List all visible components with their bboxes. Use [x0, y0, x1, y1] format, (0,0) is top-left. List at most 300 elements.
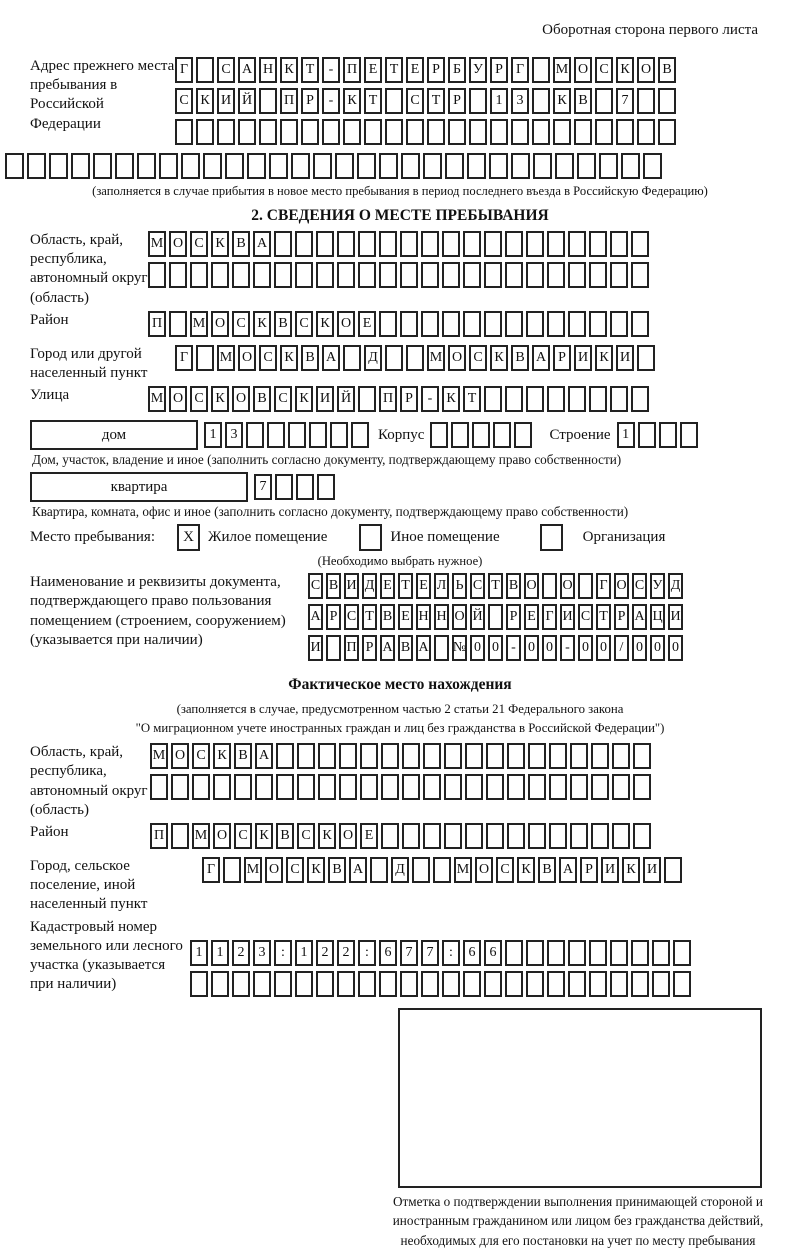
- char-box[interactable]: -: [322, 57, 340, 83]
- char-box[interactable]: Е: [364, 57, 382, 83]
- char-box[interactable]: В: [398, 635, 413, 661]
- char-box[interactable]: [612, 774, 630, 800]
- char-box[interactable]: Е: [358, 311, 376, 337]
- char-box[interactable]: [589, 386, 607, 412]
- char-box[interactable]: [196, 119, 214, 145]
- char-box[interactable]: А: [559, 857, 577, 883]
- char-box[interactable]: М: [244, 857, 262, 883]
- char-box[interactable]: [591, 823, 609, 849]
- char-box[interactable]: П: [148, 311, 166, 337]
- char-box[interactable]: [568, 231, 586, 257]
- char-box[interactable]: [507, 743, 525, 769]
- char-box[interactable]: [621, 153, 640, 179]
- char-box[interactable]: [577, 153, 596, 179]
- char-box[interactable]: Н: [434, 604, 449, 630]
- char-box[interactable]: [412, 857, 430, 883]
- char-box[interactable]: С: [190, 231, 208, 257]
- char-box[interactable]: [472, 422, 490, 448]
- fact-gorod-row[interactable]: [202, 857, 685, 884]
- char-box[interactable]: О: [213, 823, 231, 849]
- char-box[interactable]: [451, 422, 469, 448]
- char-box[interactable]: П: [343, 57, 361, 83]
- char-box[interactable]: [238, 119, 256, 145]
- char-box[interactable]: Т: [463, 386, 481, 412]
- char-box[interactable]: К: [211, 231, 229, 257]
- char-box[interactable]: [673, 940, 691, 966]
- char-box[interactable]: [434, 635, 449, 661]
- char-box[interactable]: [568, 262, 586, 288]
- char-box[interactable]: В: [276, 823, 294, 849]
- char-box[interactable]: 7: [400, 940, 418, 966]
- char-box[interactable]: [505, 311, 523, 337]
- char-box[interactable]: С: [406, 88, 424, 114]
- char-box[interactable]: У: [650, 573, 665, 599]
- char-box[interactable]: -: [560, 635, 575, 661]
- char-box[interactable]: [291, 153, 310, 179]
- char-box[interactable]: Е: [416, 573, 431, 599]
- char-box[interactable]: [213, 774, 231, 800]
- char-box[interactable]: 1: [490, 88, 508, 114]
- char-box[interactable]: [400, 971, 418, 997]
- char-box[interactable]: [402, 774, 420, 800]
- char-box[interactable]: 0: [668, 635, 683, 661]
- char-box[interactable]: И: [344, 573, 359, 599]
- stroenie-cells[interactable]: [617, 422, 701, 449]
- char-box[interactable]: 0: [578, 635, 593, 661]
- char-box[interactable]: [259, 119, 277, 145]
- char-box[interactable]: И: [560, 604, 575, 630]
- char-box[interactable]: С: [578, 604, 593, 630]
- char-box[interactable]: 0: [524, 635, 539, 661]
- char-box[interactable]: [253, 262, 271, 288]
- char-box[interactable]: 0: [650, 635, 665, 661]
- char-box[interactable]: 3: [253, 940, 271, 966]
- char-box[interactable]: [633, 823, 651, 849]
- char-box[interactable]: [631, 386, 649, 412]
- char-box[interactable]: К: [280, 345, 298, 371]
- char-box[interactable]: [484, 311, 502, 337]
- char-box[interactable]: [274, 231, 292, 257]
- char-box[interactable]: [148, 262, 166, 288]
- char-box[interactable]: Д: [362, 573, 377, 599]
- char-box[interactable]: [570, 774, 588, 800]
- char-box[interactable]: [406, 119, 424, 145]
- char-box[interactable]: С: [217, 57, 235, 83]
- char-box[interactable]: [570, 743, 588, 769]
- raion-row[interactable]: [148, 311, 652, 338]
- char-box[interactable]: [259, 88, 277, 114]
- fact-oblast-row-1[interactable]: [150, 743, 654, 770]
- char-box[interactable]: [643, 153, 662, 179]
- char-box[interactable]: В: [232, 231, 250, 257]
- char-box[interactable]: [610, 311, 628, 337]
- char-box[interactable]: А: [632, 604, 647, 630]
- char-box[interactable]: [423, 743, 441, 769]
- char-box[interactable]: [511, 119, 529, 145]
- char-box[interactable]: К: [616, 57, 634, 83]
- char-box[interactable]: Р: [580, 857, 598, 883]
- char-box[interactable]: Е: [406, 57, 424, 83]
- char-box[interactable]: А: [255, 743, 273, 769]
- char-box[interactable]: Т: [427, 88, 445, 114]
- char-box[interactable]: [463, 231, 481, 257]
- char-box[interactable]: [549, 774, 567, 800]
- kadastr-row-1[interactable]: [190, 940, 694, 967]
- char-box[interactable]: [269, 153, 288, 179]
- char-box[interactable]: 1: [617, 422, 635, 448]
- char-box[interactable]: 0: [632, 635, 647, 661]
- char-box[interactable]: [578, 573, 593, 599]
- char-box[interactable]: 0: [488, 635, 503, 661]
- char-box[interactable]: [526, 231, 544, 257]
- char-box[interactable]: С: [175, 88, 193, 114]
- prev-address-row-2[interactable]: [175, 88, 679, 115]
- char-box[interactable]: Б: [448, 57, 466, 83]
- char-box[interactable]: С: [234, 823, 252, 849]
- char-box[interactable]: С: [632, 573, 647, 599]
- char-box[interactable]: Й: [470, 604, 485, 630]
- char-box[interactable]: [358, 231, 376, 257]
- char-box[interactable]: [423, 774, 441, 800]
- char-box[interactable]: М: [148, 386, 166, 412]
- char-box[interactable]: О: [169, 231, 187, 257]
- char-box[interactable]: /: [614, 635, 629, 661]
- char-box[interactable]: Ц: [650, 604, 665, 630]
- char-box[interactable]: Й: [238, 88, 256, 114]
- char-box[interactable]: 2: [337, 940, 355, 966]
- char-box[interactable]: [555, 153, 574, 179]
- char-box[interactable]: 7: [421, 940, 439, 966]
- char-box[interactable]: Г: [202, 857, 220, 883]
- korpus-cells[interactable]: [430, 422, 535, 449]
- char-box[interactable]: [526, 386, 544, 412]
- char-box[interactable]: [589, 231, 607, 257]
- char-box[interactable]: [358, 971, 376, 997]
- char-box[interactable]: [610, 971, 628, 997]
- char-box[interactable]: В: [326, 573, 341, 599]
- char-box[interactable]: 3: [225, 422, 243, 448]
- char-box[interactable]: О: [560, 573, 575, 599]
- char-box[interactable]: Е: [380, 573, 395, 599]
- char-box[interactable]: [568, 311, 586, 337]
- char-box[interactable]: Г: [542, 604, 557, 630]
- char-box[interactable]: О: [452, 604, 467, 630]
- doc-row-3[interactable]: [308, 635, 686, 662]
- char-box[interactable]: Т: [301, 57, 319, 83]
- char-box[interactable]: [463, 971, 481, 997]
- char-box[interactable]: [339, 743, 357, 769]
- char-box[interactable]: А: [238, 57, 256, 83]
- char-box[interactable]: С: [295, 311, 313, 337]
- char-box[interactable]: [574, 119, 592, 145]
- char-box[interactable]: [442, 971, 460, 997]
- oblast-row-1[interactable]: [148, 231, 652, 258]
- char-box[interactable]: [322, 119, 340, 145]
- char-box[interactable]: [225, 153, 244, 179]
- char-box[interactable]: К: [318, 823, 336, 849]
- char-box[interactable]: С: [274, 386, 292, 412]
- char-box[interactable]: С: [595, 57, 613, 83]
- prev-address-row-1[interactable]: [175, 57, 679, 84]
- char-box[interactable]: В: [658, 57, 676, 83]
- char-box[interactable]: [467, 153, 486, 179]
- dom-cells[interactable]: [204, 422, 372, 449]
- char-box[interactable]: [275, 474, 293, 500]
- char-box[interactable]: [514, 422, 532, 448]
- char-box[interactable]: И: [316, 386, 334, 412]
- char-box[interactable]: [406, 345, 424, 371]
- char-box[interactable]: [505, 231, 523, 257]
- char-box[interactable]: Е: [360, 823, 378, 849]
- char-box[interactable]: [610, 231, 628, 257]
- char-box[interactable]: [400, 231, 418, 257]
- oblast-row-2[interactable]: [148, 262, 652, 289]
- char-box[interactable]: [484, 231, 502, 257]
- char-box[interactable]: [379, 311, 397, 337]
- char-box[interactable]: Д: [668, 573, 683, 599]
- char-box[interactable]: И: [217, 88, 235, 114]
- char-box[interactable]: [171, 774, 189, 800]
- char-box[interactable]: [190, 971, 208, 997]
- char-box[interactable]: С: [192, 743, 210, 769]
- char-box[interactable]: [658, 119, 676, 145]
- char-box[interactable]: В: [253, 386, 271, 412]
- char-box[interactable]: [93, 153, 112, 179]
- char-box[interactable]: К: [253, 311, 271, 337]
- char-box[interactable]: 6: [463, 940, 481, 966]
- char-box[interactable]: [379, 971, 397, 997]
- fact-oblast-row-2[interactable]: [150, 774, 654, 801]
- char-box[interactable]: [71, 153, 90, 179]
- char-box[interactable]: И: [643, 857, 661, 883]
- char-box[interactable]: [49, 153, 68, 179]
- char-box[interactable]: К: [213, 743, 231, 769]
- char-box[interactable]: [637, 345, 655, 371]
- char-box[interactable]: А: [380, 635, 395, 661]
- char-box[interactable]: В: [328, 857, 346, 883]
- char-box[interactable]: [313, 153, 332, 179]
- char-box[interactable]: -: [421, 386, 439, 412]
- char-box[interactable]: [232, 971, 250, 997]
- char-box[interactable]: И: [616, 345, 634, 371]
- char-box[interactable]: 1: [204, 422, 222, 448]
- char-box[interactable]: 6: [379, 940, 397, 966]
- char-box[interactable]: [528, 743, 546, 769]
- char-box[interactable]: [343, 119, 361, 145]
- fact-raion-row[interactable]: [150, 823, 654, 850]
- char-box[interactable]: [595, 119, 613, 145]
- char-box[interactable]: С: [308, 573, 323, 599]
- ulitsa-row[interactable]: [148, 386, 652, 413]
- char-box[interactable]: У: [469, 57, 487, 83]
- char-box[interactable]: В: [380, 604, 395, 630]
- char-box[interactable]: [326, 635, 341, 661]
- char-box[interactable]: [402, 743, 420, 769]
- char-box[interactable]: [526, 311, 544, 337]
- char-box[interactable]: О: [232, 386, 250, 412]
- char-box[interactable]: [532, 88, 550, 114]
- char-box[interactable]: [465, 774, 483, 800]
- char-box[interactable]: [526, 940, 544, 966]
- kvartira-cells[interactable]: [254, 474, 338, 501]
- char-box[interactable]: Д: [391, 857, 409, 883]
- char-box[interactable]: [532, 119, 550, 145]
- char-box[interactable]: Л: [434, 573, 449, 599]
- char-box[interactable]: [137, 153, 156, 179]
- checkbox-inoe[interactable]: [359, 524, 382, 551]
- char-box[interactable]: [430, 422, 448, 448]
- char-box[interactable]: [511, 153, 530, 179]
- char-box[interactable]: :: [358, 940, 376, 966]
- char-box[interactable]: Г: [175, 57, 193, 83]
- char-box[interactable]: [444, 743, 462, 769]
- char-box[interactable]: Т: [398, 573, 413, 599]
- char-box[interactable]: [448, 119, 466, 145]
- char-box[interactable]: [442, 262, 460, 288]
- char-box[interactable]: [589, 971, 607, 997]
- char-box[interactable]: [489, 153, 508, 179]
- char-box[interactable]: 0: [470, 635, 485, 661]
- char-box[interactable]: [318, 743, 336, 769]
- char-box[interactable]: О: [574, 57, 592, 83]
- char-box[interactable]: [150, 774, 168, 800]
- char-box[interactable]: [610, 940, 628, 966]
- char-box[interactable]: 7: [616, 88, 634, 114]
- char-box[interactable]: [638, 422, 656, 448]
- char-box[interactable]: Д: [364, 345, 382, 371]
- char-box[interactable]: К: [280, 57, 298, 83]
- char-box[interactable]: [400, 311, 418, 337]
- char-box[interactable]: Р: [614, 604, 629, 630]
- char-box[interactable]: К: [595, 345, 613, 371]
- char-box[interactable]: [217, 119, 235, 145]
- char-box[interactable]: И: [574, 345, 592, 371]
- char-box[interactable]: О: [614, 573, 629, 599]
- char-box[interactable]: [295, 262, 313, 288]
- char-box[interactable]: Р: [506, 604, 521, 630]
- char-box[interactable]: [169, 311, 187, 337]
- char-box[interactable]: 2: [232, 940, 250, 966]
- char-box[interactable]: О: [524, 573, 539, 599]
- char-box[interactable]: [547, 971, 565, 997]
- char-box[interactable]: М: [190, 311, 208, 337]
- char-box[interactable]: [203, 153, 222, 179]
- char-box[interactable]: Р: [490, 57, 508, 83]
- char-box[interactable]: [316, 231, 334, 257]
- char-box[interactable]: Р: [362, 635, 377, 661]
- char-box[interactable]: [542, 573, 557, 599]
- char-box[interactable]: Р: [301, 88, 319, 114]
- char-box[interactable]: С: [344, 604, 359, 630]
- char-box[interactable]: О: [238, 345, 256, 371]
- char-box[interactable]: :: [274, 940, 292, 966]
- char-box[interactable]: 2: [316, 940, 334, 966]
- char-box[interactable]: [379, 262, 397, 288]
- char-box[interactable]: [507, 823, 525, 849]
- char-box[interactable]: Р: [400, 386, 418, 412]
- char-box[interactable]: [27, 153, 46, 179]
- char-box[interactable]: [316, 971, 334, 997]
- char-box[interactable]: [465, 823, 483, 849]
- char-box[interactable]: [547, 386, 565, 412]
- char-box[interactable]: М: [454, 857, 472, 883]
- char-box[interactable]: [223, 857, 241, 883]
- char-box[interactable]: 0: [596, 635, 611, 661]
- char-box[interactable]: [358, 386, 376, 412]
- char-box[interactable]: [568, 940, 586, 966]
- char-box[interactable]: [297, 743, 315, 769]
- char-box[interactable]: [631, 311, 649, 337]
- char-box[interactable]: С: [496, 857, 514, 883]
- char-box[interactable]: О: [475, 857, 493, 883]
- char-box[interactable]: В: [274, 311, 292, 337]
- char-box[interactable]: [364, 119, 382, 145]
- char-box[interactable]: Т: [596, 604, 611, 630]
- char-box[interactable]: К: [196, 88, 214, 114]
- char-box[interactable]: [255, 774, 273, 800]
- char-box[interactable]: [337, 231, 355, 257]
- char-box[interactable]: 3: [511, 88, 529, 114]
- char-box[interactable]: [568, 386, 586, 412]
- char-box[interactable]: [505, 940, 523, 966]
- char-box[interactable]: [612, 823, 630, 849]
- char-box[interactable]: К: [211, 386, 229, 412]
- char-box[interactable]: [401, 153, 420, 179]
- char-box[interactable]: №: [452, 635, 467, 661]
- char-box[interactable]: [488, 604, 503, 630]
- char-box[interactable]: [610, 262, 628, 288]
- char-box[interactable]: [280, 119, 298, 145]
- char-box[interactable]: М: [192, 823, 210, 849]
- char-box[interactable]: [296, 474, 314, 500]
- char-box[interactable]: [589, 940, 607, 966]
- char-box[interactable]: [433, 857, 451, 883]
- char-box[interactable]: М: [150, 743, 168, 769]
- char-box[interactable]: [673, 971, 691, 997]
- char-box[interactable]: [5, 153, 24, 179]
- char-box[interactable]: И: [601, 857, 619, 883]
- char-box[interactable]: [659, 422, 677, 448]
- char-box[interactable]: [486, 774, 504, 800]
- char-box[interactable]: [463, 262, 481, 288]
- char-box[interactable]: [360, 743, 378, 769]
- char-box[interactable]: М: [217, 345, 235, 371]
- char-box[interactable]: Г: [175, 345, 193, 371]
- char-box[interactable]: О: [637, 57, 655, 83]
- char-box[interactable]: [442, 311, 460, 337]
- char-box[interactable]: С: [259, 345, 277, 371]
- char-box[interactable]: [358, 262, 376, 288]
- char-box[interactable]: П: [150, 823, 168, 849]
- char-box[interactable]: К: [553, 88, 571, 114]
- char-box[interactable]: [295, 231, 313, 257]
- char-box[interactable]: [533, 153, 552, 179]
- char-box[interactable]: А: [349, 857, 367, 883]
- char-box[interactable]: Е: [524, 604, 539, 630]
- char-box[interactable]: 1: [295, 940, 313, 966]
- char-box[interactable]: [631, 262, 649, 288]
- char-box[interactable]: К: [517, 857, 535, 883]
- char-box[interactable]: М: [427, 345, 445, 371]
- char-box[interactable]: [570, 823, 588, 849]
- char-box[interactable]: К: [343, 88, 361, 114]
- char-box[interactable]: Г: [511, 57, 529, 83]
- char-box[interactable]: [549, 823, 567, 849]
- char-box[interactable]: [505, 971, 523, 997]
- char-box[interactable]: [385, 88, 403, 114]
- char-box[interactable]: Н: [259, 57, 277, 83]
- char-box[interactable]: [591, 743, 609, 769]
